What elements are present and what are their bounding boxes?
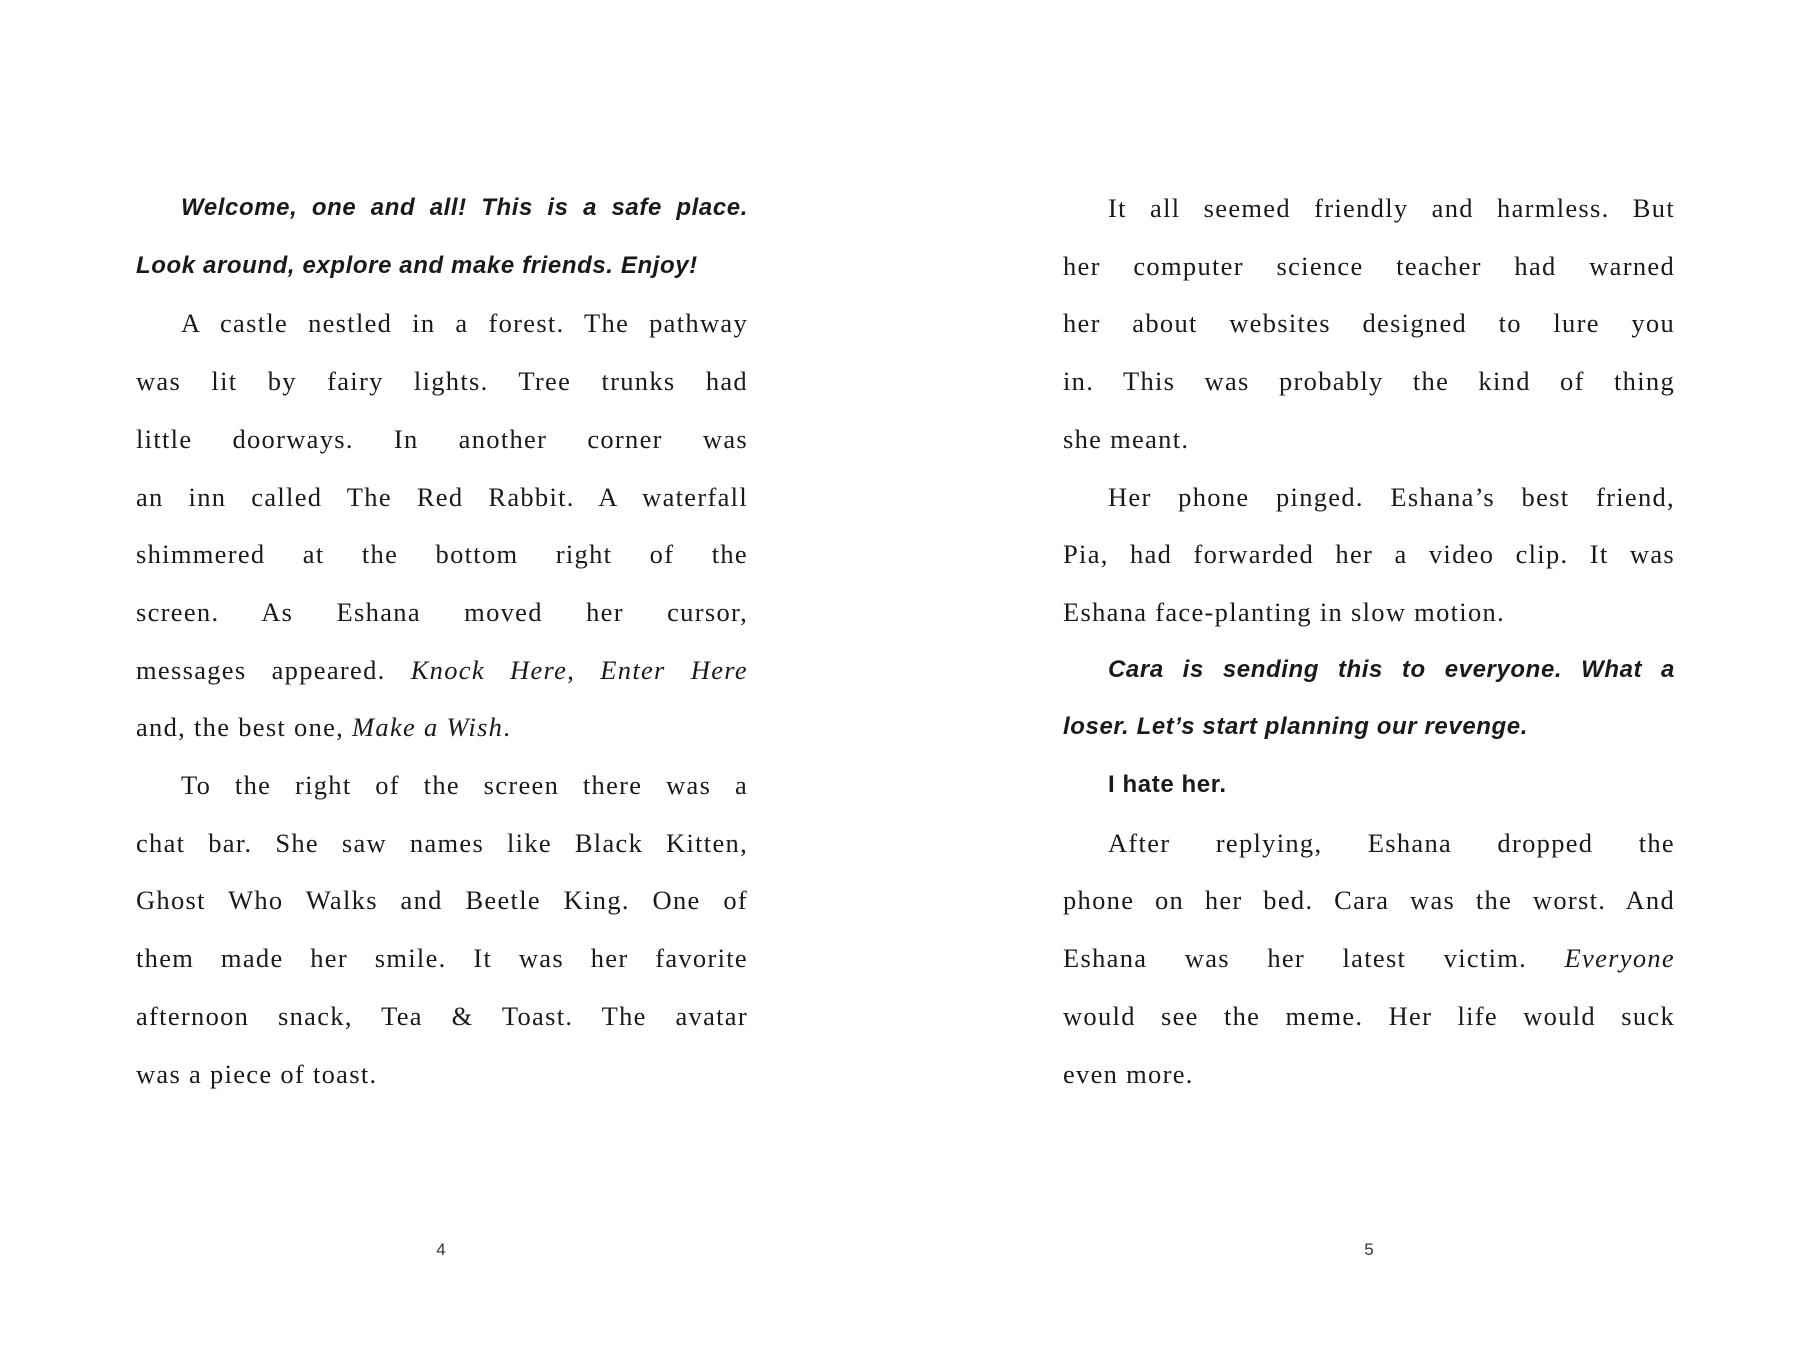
text-line bbox=[136, 1054, 748, 1094]
text-line bbox=[136, 880, 748, 920]
text-line bbox=[1063, 534, 1675, 574]
text-segment: screen. As Eshana moved her cursor, bbox=[136, 596, 748, 627]
text-segment: Her phone pinged. Eshana’s best friend, bbox=[1108, 481, 1675, 512]
text-line bbox=[136, 707, 748, 747]
text-line bbox=[1063, 419, 1675, 459]
text-line bbox=[136, 188, 748, 228]
text-segment: . bbox=[503, 712, 512, 743]
text-line bbox=[1063, 592, 1675, 632]
text-segment: chat bar. She saw names like Black Kitten, bbox=[136, 827, 748, 858]
page-number-left: 4 bbox=[436, 1240, 446, 1259]
text-line bbox=[1063, 188, 1675, 228]
text-segment: A castle nestled in a forest. The pathway bbox=[181, 308, 748, 339]
text-line bbox=[136, 361, 748, 401]
text-segment: shimmered at the bottom right of the bbox=[136, 539, 748, 570]
text-segment: in. This was probably the kind of thing bbox=[1063, 366, 1675, 397]
text-segment: messages appeared. bbox=[136, 654, 411, 685]
text-line bbox=[136, 592, 748, 632]
text-segment: Look around, explore and make friends. Enjoy! bbox=[136, 251, 698, 279]
text-segment: It all seemed friendly and harmless. But bbox=[1108, 193, 1675, 223]
text-line bbox=[136, 823, 748, 863]
text-segment: them made her smile. It was her favorite bbox=[136, 943, 748, 974]
text-line bbox=[1063, 477, 1675, 517]
text-segment: even more. bbox=[1063, 1058, 1194, 1089]
text-line bbox=[1063, 361, 1675, 401]
text-line bbox=[1063, 707, 1675, 747]
italic-text: Make a Wish bbox=[352, 712, 504, 743]
text-segment: Cara is sending this to everyone. What a bbox=[1108, 655, 1675, 683]
text-line bbox=[136, 246, 748, 286]
text-segment: her about websites designed to lure you bbox=[1063, 308, 1675, 339]
text-segment: I hate her. bbox=[1108, 771, 1227, 798]
text-segment: Eshana was her latest victim. bbox=[1063, 943, 1565, 974]
text-segment: was lit by fairy lights. Tree trunks had bbox=[136, 366, 748, 397]
text-segment: an inn called The Red Rabbit. A waterfall bbox=[136, 481, 748, 512]
text-line bbox=[136, 938, 748, 978]
text-line bbox=[1063, 880, 1675, 920]
text-segment: little doorways. In another corner was bbox=[136, 423, 748, 454]
left-page bbox=[136, 0, 748, 1350]
text-line bbox=[1063, 246, 1675, 286]
text-segment: and, the best one, bbox=[136, 712, 353, 743]
text-segment: her computer science teacher had warned bbox=[1063, 250, 1675, 281]
text-segment: Eshana face-planting in slow motion. bbox=[1063, 596, 1505, 627]
text-segment: would see the meme. Her life would suck bbox=[1063, 1000, 1675, 1031]
italic-text: Knock Here bbox=[410, 654, 568, 685]
text-line bbox=[136, 303, 748, 343]
text-segment: was a piece of toast. bbox=[136, 1058, 378, 1089]
text-line bbox=[1063, 765, 1675, 805]
text-line bbox=[136, 419, 748, 459]
text-segment: afternoon snack, Tea & Toast. The avatar bbox=[136, 1000, 748, 1031]
text-segment: loser. Let’s start planning our revenge. bbox=[1063, 713, 1529, 741]
text-segment: To the right of the screen there was a bbox=[181, 770, 748, 800]
text-line bbox=[136, 996, 748, 1036]
text-line bbox=[136, 477, 748, 517]
text-line bbox=[136, 534, 748, 574]
page-number-right: 5 bbox=[1364, 1240, 1374, 1259]
text-segment: Ghost Who Walks and Beetle King. One of bbox=[136, 885, 748, 916]
text-segment: Welcome, one and all! This is a safe place. bbox=[181, 194, 748, 221]
text-segment: Pia, had forwarded her a video clip. It was bbox=[1063, 539, 1675, 570]
text-line bbox=[136, 650, 748, 690]
italic-text: Enter Here bbox=[600, 654, 748, 685]
text-segment: phone on her bed. Cara was the worst. And bbox=[1063, 885, 1675, 916]
text-line bbox=[1063, 650, 1675, 690]
text-line bbox=[1063, 303, 1675, 343]
text-line bbox=[1063, 1054, 1675, 1094]
text-line bbox=[1063, 996, 1675, 1036]
italic-text: Everyone bbox=[1564, 943, 1675, 974]
right-page bbox=[1063, 0, 1675, 1350]
text-segment: she meant. bbox=[1063, 423, 1190, 454]
text-segment: After replying, Eshana dropped the bbox=[1108, 827, 1675, 858]
text-line bbox=[136, 765, 748, 805]
text-segment: , bbox=[567, 654, 601, 685]
text-line bbox=[1063, 938, 1675, 978]
text-line bbox=[1063, 823, 1675, 863]
